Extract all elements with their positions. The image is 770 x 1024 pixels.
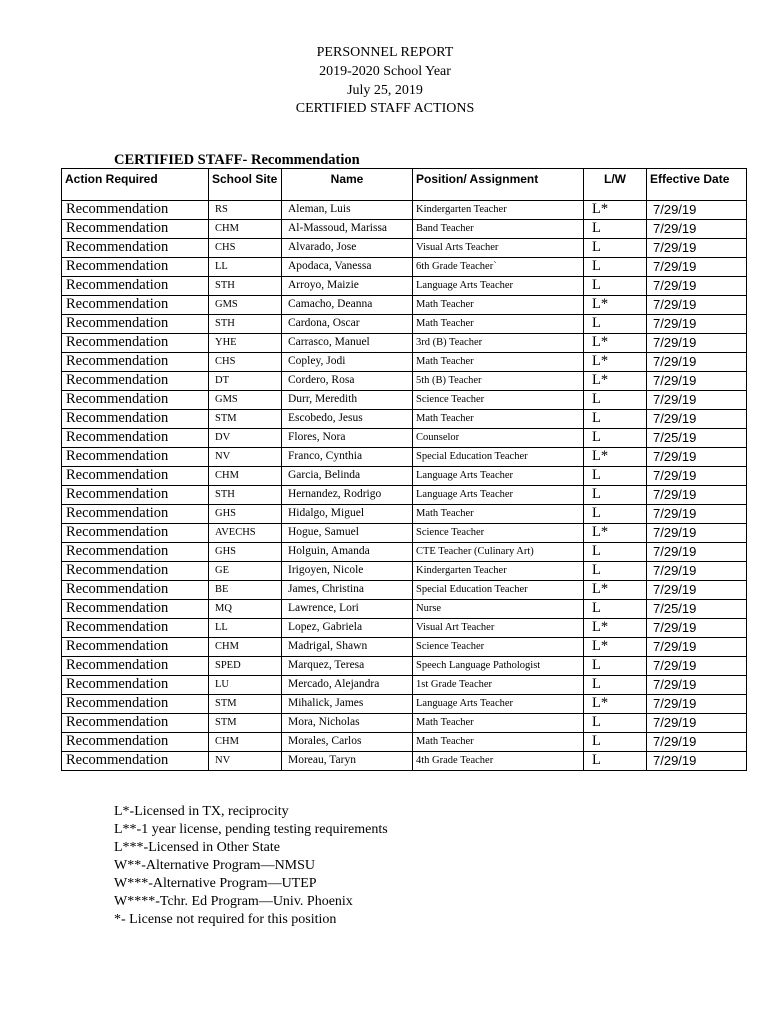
site-cell: LL xyxy=(209,258,282,277)
school-year: 2019-2020 School Year xyxy=(319,64,451,79)
site-cell: STH xyxy=(209,277,282,296)
table-row xyxy=(62,505,747,524)
effective-date-cell: 7/29/19 xyxy=(647,581,747,600)
table-header-row xyxy=(62,169,747,201)
col-header-name: Name xyxy=(282,169,413,201)
report-title: PERSONNEL REPORT xyxy=(316,45,454,60)
lw-cell: L* xyxy=(584,448,647,467)
position-cell: Visual Arts Teacher xyxy=(413,239,584,258)
action-cell: Recommendation xyxy=(62,657,209,676)
table-row xyxy=(62,391,747,410)
action-cell: Recommendation xyxy=(62,448,209,467)
effective-date-cell: 7/25/19 xyxy=(647,429,747,448)
table-row xyxy=(62,315,747,334)
action-cell: Recommendation xyxy=(62,638,209,657)
lw-cell: L* xyxy=(584,296,647,315)
lw-cell: L* xyxy=(584,619,647,638)
table-row xyxy=(62,657,747,676)
effective-date-cell: 7/29/19 xyxy=(647,353,747,372)
lw-cell: L xyxy=(584,391,647,410)
site-cell: NV xyxy=(209,448,282,467)
lw-cell: L xyxy=(584,657,647,676)
lw-cell: L xyxy=(584,562,647,581)
effective-date-cell: 7/29/19 xyxy=(647,695,747,714)
effective-date-cell: 7/29/19 xyxy=(647,391,747,410)
table-row xyxy=(62,600,747,619)
staff-table xyxy=(61,168,747,771)
action-cell: Recommendation xyxy=(62,239,209,258)
lw-cell: L xyxy=(584,277,647,296)
position-cell: Math Teacher xyxy=(413,714,584,733)
effective-date-cell: 7/29/19 xyxy=(647,486,747,505)
legend-item: L**-1 year license, pending testing requirements xyxy=(114,822,388,837)
site-cell: DT xyxy=(209,372,282,391)
name-cell: Camacho, Deanna xyxy=(282,296,413,315)
site-cell: SPED xyxy=(209,657,282,676)
effective-date-cell: 7/29/19 xyxy=(647,410,747,429)
table-row xyxy=(62,467,747,486)
effective-date-cell: 7/29/19 xyxy=(647,296,747,315)
action-cell: Recommendation xyxy=(62,733,209,752)
table-row xyxy=(62,410,747,429)
action-cell: Recommendation xyxy=(62,543,209,562)
position-cell: 1st Grade Teacher xyxy=(413,676,584,695)
effective-date-cell: 7/29/19 xyxy=(647,505,747,524)
legend-item: *- License not required for this position xyxy=(114,912,337,927)
name-cell: Al-Massoud, Marissa xyxy=(282,220,413,239)
legend-item: L*-Licensed in TX, reciprocity xyxy=(114,804,289,819)
site-cell: GMS xyxy=(209,391,282,410)
name-cell: Escobedo, Jesus xyxy=(282,410,413,429)
lw-cell: L* xyxy=(584,638,647,657)
site-cell: GMS xyxy=(209,296,282,315)
lw-cell: L xyxy=(584,429,647,448)
name-cell: Irigoyen, Nicole xyxy=(282,562,413,581)
col-header-effective-date: Effective Date xyxy=(647,169,747,201)
name-cell: Franco, Cynthia xyxy=(282,448,413,467)
effective-date-cell: 7/29/19 xyxy=(647,201,747,220)
effective-date-cell: 7/29/19 xyxy=(647,467,747,486)
lw-cell: L* xyxy=(584,334,647,353)
action-cell: Recommendation xyxy=(62,714,209,733)
legend-item: W**-Alternative Program—NMSU xyxy=(114,858,316,873)
position-cell: Counselor xyxy=(413,429,584,448)
effective-date-cell: 7/25/19 xyxy=(647,600,747,619)
effective-date-cell: 7/29/19 xyxy=(647,334,747,353)
site-cell: GHS xyxy=(209,543,282,562)
action-cell: Recommendation xyxy=(62,581,209,600)
legend-item: W****-Tchr. Ed Program—Univ. Phoenix xyxy=(114,894,353,909)
action-cell: Recommendation xyxy=(62,334,209,353)
site-cell: STH xyxy=(209,486,282,505)
site-cell: LL xyxy=(209,619,282,638)
position-cell: Kindergarten Teacher xyxy=(413,201,584,220)
lw-cell: L xyxy=(584,467,647,486)
effective-date-cell: 7/29/19 xyxy=(647,220,747,239)
lw-cell: L* xyxy=(584,372,647,391)
position-cell: Special Education Teacher xyxy=(413,581,584,600)
position-cell: Visual Art Teacher xyxy=(413,619,584,638)
table-row xyxy=(62,733,747,752)
table-row xyxy=(62,619,747,638)
effective-date-cell: 7/29/19 xyxy=(647,315,747,334)
table-row xyxy=(62,201,747,220)
action-cell: Recommendation xyxy=(62,505,209,524)
name-cell: Copley, Jodi xyxy=(282,353,413,372)
name-cell: Flores, Nora xyxy=(282,429,413,448)
site-cell: CHM xyxy=(209,467,282,486)
position-cell: Language Arts Teacher xyxy=(413,467,584,486)
name-cell: Carrasco, Manuel xyxy=(282,334,413,353)
name-cell: Lopez, Gabriela xyxy=(282,619,413,638)
site-cell: CHM xyxy=(209,638,282,657)
effective-date-cell: 7/29/19 xyxy=(647,676,747,695)
action-cell: Recommendation xyxy=(62,429,209,448)
lw-cell: L xyxy=(584,505,647,524)
name-cell: Hernandez, Rodrigo xyxy=(282,486,413,505)
action-cell: Recommendation xyxy=(62,201,209,220)
name-cell: Lawrence, Lori xyxy=(282,600,413,619)
name-cell: Aleman, Luis xyxy=(282,201,413,220)
effective-date-cell: 7/29/19 xyxy=(647,277,747,296)
lw-cell: L* xyxy=(584,353,647,372)
site-cell: AVECHS xyxy=(209,524,282,543)
report-subtitle: CERTIFIED STAFF ACTIONS xyxy=(295,101,475,116)
name-cell: Cordero, Rosa xyxy=(282,372,413,391)
table-row xyxy=(62,543,747,562)
table-row xyxy=(62,448,747,467)
name-cell: Alvarado, Jose xyxy=(282,239,413,258)
position-cell: Science Teacher xyxy=(413,391,584,410)
action-cell: Recommendation xyxy=(62,353,209,372)
position-cell: Math Teacher xyxy=(413,505,584,524)
effective-date-cell: 7/29/19 xyxy=(647,619,747,638)
effective-date-cell: 7/29/19 xyxy=(647,638,747,657)
position-cell: Nurse xyxy=(413,600,584,619)
table-row xyxy=(62,486,747,505)
position-cell: Band Teacher xyxy=(413,220,584,239)
name-cell: Garcia, Belinda xyxy=(282,467,413,486)
lw-cell: L xyxy=(584,315,647,334)
action-cell: Recommendation xyxy=(62,752,209,771)
legend-item: L***-Licensed in Other State xyxy=(114,840,281,855)
name-cell: Holguin, Amanda xyxy=(282,543,413,562)
lw-cell: L xyxy=(584,676,647,695)
table-row xyxy=(62,714,747,733)
action-cell: Recommendation xyxy=(62,600,209,619)
name-cell: Durr, Meredith xyxy=(282,391,413,410)
site-cell: STM xyxy=(209,695,282,714)
effective-date-cell: 7/29/19 xyxy=(647,448,747,467)
effective-date-cell: 7/29/19 xyxy=(647,714,747,733)
name-cell: Mora, Nicholas xyxy=(282,714,413,733)
position-cell: Special Education Teacher xyxy=(413,448,584,467)
table-row xyxy=(62,334,747,353)
name-cell: Morales, Carlos xyxy=(282,733,413,752)
action-cell: Recommendation xyxy=(62,315,209,334)
position-cell: Math Teacher xyxy=(413,733,584,752)
position-cell: Language Arts Teacher xyxy=(413,277,584,296)
action-cell: Recommendation xyxy=(62,562,209,581)
action-cell: Recommendation xyxy=(62,258,209,277)
site-cell: NV xyxy=(209,752,282,771)
position-cell: Math Teacher xyxy=(413,296,584,315)
lw-cell: L* xyxy=(584,201,647,220)
action-cell: Recommendation xyxy=(62,372,209,391)
name-cell: Madrigal, Shawn xyxy=(282,638,413,657)
name-cell: Moreau, Taryn xyxy=(282,752,413,771)
position-cell: 5th (B) Teacher xyxy=(413,372,584,391)
name-cell: Hidalgo, Miguel xyxy=(282,505,413,524)
name-cell: Arroyo, Maizie xyxy=(282,277,413,296)
name-cell: Apodaca, Vanessa xyxy=(282,258,413,277)
name-cell: Mercado, Alejandra xyxy=(282,676,413,695)
name-cell: Cardona, Oscar xyxy=(282,315,413,334)
effective-date-cell: 7/29/19 xyxy=(647,733,747,752)
action-cell: Recommendation xyxy=(62,467,209,486)
table-row xyxy=(62,429,747,448)
effective-date-cell: 7/29/19 xyxy=(647,562,747,581)
name-cell: Hogue, Samuel xyxy=(282,524,413,543)
col-header-action: Action Required xyxy=(62,169,209,201)
table-row xyxy=(62,695,747,714)
site-cell: BE xyxy=(209,581,282,600)
position-cell: 4th Grade Teacher xyxy=(413,752,584,771)
table-row xyxy=(62,239,747,258)
effective-date-cell: 7/29/19 xyxy=(647,524,747,543)
site-cell: CHS xyxy=(209,239,282,258)
site-cell: STM xyxy=(209,410,282,429)
name-cell: James, Christina xyxy=(282,581,413,600)
site-cell: LU xyxy=(209,676,282,695)
position-cell: Math Teacher xyxy=(413,315,584,334)
action-cell: Recommendation xyxy=(62,277,209,296)
lw-cell: L xyxy=(584,752,647,771)
site-cell: DV xyxy=(209,429,282,448)
name-cell: Mihalick, James xyxy=(282,695,413,714)
lw-cell: L* xyxy=(584,695,647,714)
action-cell: Recommendation xyxy=(62,486,209,505)
table-row xyxy=(62,752,747,771)
legend-item: W***-Alternative Program—UTEP xyxy=(114,876,317,891)
table-row xyxy=(62,353,747,372)
site-cell: GHS xyxy=(209,505,282,524)
position-cell: Math Teacher xyxy=(413,353,584,372)
effective-date-cell: 7/29/19 xyxy=(647,239,747,258)
table-row xyxy=(62,258,747,277)
position-cell: Science Teacher xyxy=(413,524,584,543)
table-row xyxy=(62,562,747,581)
action-cell: Recommendation xyxy=(62,676,209,695)
table-body xyxy=(62,201,747,771)
site-cell: YHE xyxy=(209,334,282,353)
site-cell: CHM xyxy=(209,733,282,752)
site-cell: STH xyxy=(209,315,282,334)
action-cell: Recommendation xyxy=(62,296,209,315)
position-cell: Science Teacher xyxy=(413,638,584,657)
table-row xyxy=(62,524,747,543)
action-cell: Recommendation xyxy=(62,524,209,543)
action-cell: Recommendation xyxy=(62,695,209,714)
position-cell: Speech Language Pathologist xyxy=(413,657,584,676)
name-cell: Marquez, Teresa xyxy=(282,657,413,676)
lw-cell: L xyxy=(584,410,647,429)
col-header-lw: L/W xyxy=(584,169,647,201)
position-cell: Language Arts Teacher xyxy=(413,486,584,505)
position-cell: CTE Teacher (Culinary Art) xyxy=(413,543,584,562)
lw-cell: L xyxy=(584,220,647,239)
site-cell: CHM xyxy=(209,220,282,239)
table-row xyxy=(62,581,747,600)
license-legend xyxy=(114,803,388,929)
lw-cell: L xyxy=(584,258,647,277)
table-row xyxy=(62,676,747,695)
position-cell: Kindergarten Teacher xyxy=(413,562,584,581)
action-cell: Recommendation xyxy=(62,391,209,410)
action-cell: Recommendation xyxy=(62,410,209,429)
col-header-position: Position/ Assignment xyxy=(413,169,584,201)
table-row xyxy=(62,638,747,657)
site-cell: GE xyxy=(209,562,282,581)
position-cell: 6th Grade Teacher` xyxy=(413,258,584,277)
action-cell: Recommendation xyxy=(62,619,209,638)
position-cell: Math Teacher xyxy=(413,410,584,429)
col-header-site: School Site xyxy=(209,169,282,201)
effective-date-cell: 7/29/19 xyxy=(647,372,747,391)
action-cell: Recommendation xyxy=(62,220,209,239)
lw-cell: L xyxy=(584,600,647,619)
effective-date-cell: 7/29/19 xyxy=(647,657,747,676)
position-cell: 3rd (B) Teacher xyxy=(413,334,584,353)
lw-cell: L* xyxy=(584,581,647,600)
site-cell: MQ xyxy=(209,600,282,619)
table-row xyxy=(62,220,747,239)
lw-cell: L xyxy=(584,733,647,752)
table-row xyxy=(62,372,747,391)
section-title: CERTIFIED STAFF- Recommendation xyxy=(114,152,360,168)
lw-cell: L* xyxy=(584,524,647,543)
effective-date-cell: 7/29/19 xyxy=(647,752,747,771)
lw-cell: L xyxy=(584,543,647,562)
table-row xyxy=(62,277,747,296)
effective-date-cell: 7/29/19 xyxy=(647,258,747,277)
site-cell: CHS xyxy=(209,353,282,372)
lw-cell: L xyxy=(584,486,647,505)
position-cell: Language Arts Teacher xyxy=(413,695,584,714)
lw-cell: L xyxy=(584,239,647,258)
lw-cell: L xyxy=(584,714,647,733)
table-row xyxy=(62,296,747,315)
report-date: July 25, 2019 xyxy=(347,83,423,98)
site-cell: RS xyxy=(209,201,282,220)
site-cell: STM xyxy=(209,714,282,733)
effective-date-cell: 7/29/19 xyxy=(647,543,747,562)
